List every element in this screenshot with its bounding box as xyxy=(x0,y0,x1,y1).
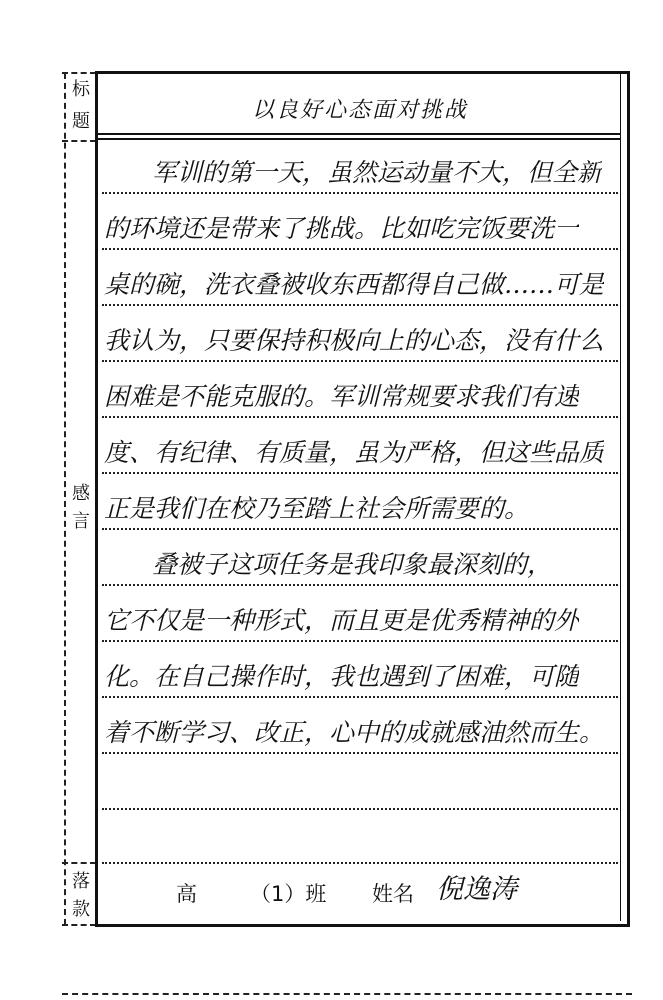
writing-line-1 xyxy=(102,192,618,194)
writing-line-3 xyxy=(102,304,618,306)
title-underline-upper xyxy=(98,133,620,135)
writing-line-8 xyxy=(102,584,618,586)
essay-title: 以良好心态面对挑战 xyxy=(251,98,468,123)
side-label-signature-char-2: 款 xyxy=(72,899,90,920)
left-margin-dashed-line xyxy=(64,73,66,925)
body-text-line: 我认为，只要保持积极向上的心态，没有什么 xyxy=(104,326,605,355)
writing-line-7 xyxy=(102,528,618,530)
side-label-title-char-2: 题 xyxy=(72,111,90,132)
writing-line-2 xyxy=(102,248,618,250)
body-text-line: 度、有纪律、有质量，虽为严格，但这些品质 xyxy=(104,438,605,467)
writing-line-10 xyxy=(102,696,618,698)
body-text-line: 叠被子这项任务是我印象最深刻的， xyxy=(152,550,553,579)
body-text-line: 正是我们在校乃至踏上社会所需要的。 xyxy=(104,494,530,523)
top-left-dashed-rule xyxy=(62,72,96,74)
body-text-line: 化。在自己操作时，我也遇到了困难，可随 xyxy=(104,662,580,691)
body-text-line: 桌的碗，洗衣叠被收东西都得自己做……可是 xyxy=(104,270,605,299)
side-label-title-char-1: 标 xyxy=(72,79,90,100)
writing-line-11 xyxy=(102,752,618,754)
writing-line-12 xyxy=(102,808,618,810)
side-label-body-char-2: 言 xyxy=(72,511,90,532)
title-label-divider xyxy=(62,140,96,142)
body-text-line: 困难是不能克服的。军训常规要求我们有速 xyxy=(104,382,580,411)
side-label-body-char-1: 感 xyxy=(72,483,90,504)
writing-line-6 xyxy=(102,472,618,474)
signature-label-divider xyxy=(62,862,96,864)
page-bottom-dashed-rule xyxy=(62,993,632,995)
writing-line-9 xyxy=(102,640,618,642)
footer-class: （1）班 xyxy=(250,882,327,906)
footer-signature-name: 倪逸涛 xyxy=(436,874,517,905)
frame-inner-right-rule xyxy=(620,74,621,921)
footer-grade: 高 xyxy=(176,882,197,906)
footer-name-label: 姓名 xyxy=(372,882,414,906)
writing-line-13 xyxy=(102,862,618,864)
title-underline-lower xyxy=(98,138,620,140)
body-text-line: 的环境还是带来了挑战。比如吃完饭要洗一 xyxy=(104,214,580,243)
writing-line-4 xyxy=(102,360,618,362)
body-text-line: 它不仅是一种形式，而且更是优秀精神的外 xyxy=(104,606,580,635)
body-text-line: 着不断学习、改正，心中的成就感油然而生。 xyxy=(104,718,605,747)
side-label-signature-char-1: 落 xyxy=(72,871,90,892)
bottom-left-dashed-rule xyxy=(62,924,96,926)
writing-line-5 xyxy=(102,416,618,418)
body-text-line: 军训的第一天，虽然运动量不大，但全新 xyxy=(152,158,603,187)
